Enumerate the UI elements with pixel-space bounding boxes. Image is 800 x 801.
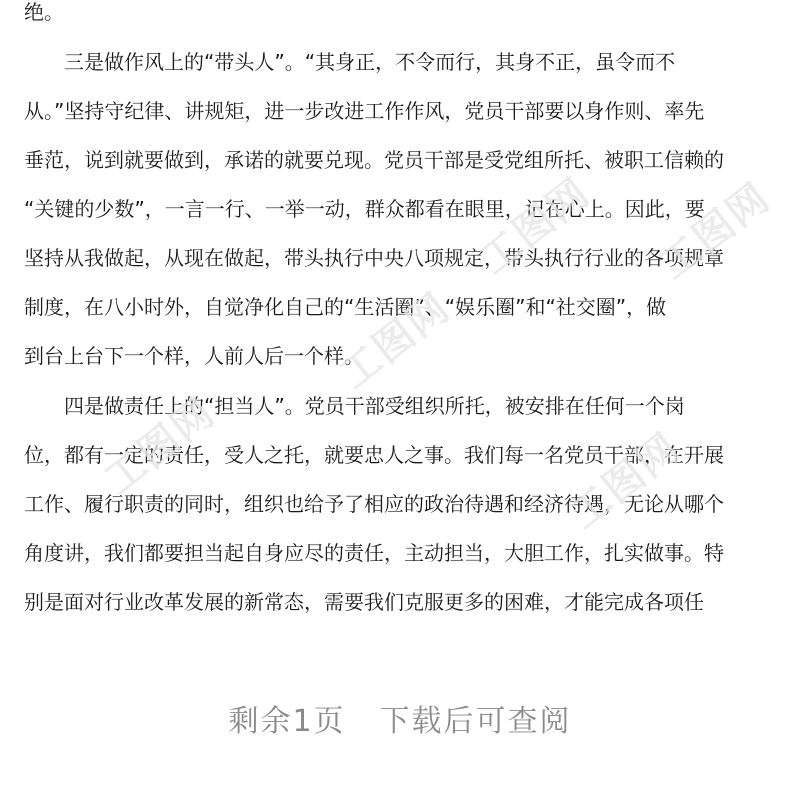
watermark-logo: 工图网: [471, 169, 599, 284]
text-line: 别是面对行业改革发展的新常态，需要我们克服更多的困难，才能完成各项任: [24, 590, 704, 614]
remaining-pages-label: 剩余1页: [228, 704, 346, 739]
text-line: 从。”坚持守纪律、讲规矩，进一步改进工作作风，党员干部要以身作则、率先: [24, 99, 705, 123]
text-line: 位，都有一定的责任，受人之托，就要忠人之事。我们每一名党员干部，在开展: [24, 443, 724, 467]
watermark-logo: 工图网: [651, 174, 779, 289]
download-prompt[interactable]: [0, 700, 800, 744]
watermark-logo: 工图网: [561, 424, 689, 539]
text-line: 角度讲，我们都要担当起自身应尽的责任，主动担当，大胆工作，扎实做事。特: [24, 541, 724, 565]
text-line: 垂范，说到就要做到，承诺的就要兑现。党员干部是受党组所托、被职工信赖的: [24, 148, 724, 172]
paragraph-start-line: 四是做责任上的“担当人”。党员干部受组织所托，被安排在任何一个岗: [64, 394, 685, 418]
text-line: 坚持从我做起，从现在做起，带头执行中央八项规定，带头执行行业的各项规章: [24, 246, 724, 270]
watermark-logo: 工图网: [331, 284, 459, 399]
download-to-view-label[interactable]: 下载后可查阅: [379, 704, 572, 739]
watermark-logo: 工图网: [96, 389, 224, 504]
text-line: 制度，在八小时外，自觉净化自己的“生活圈”、“娱乐圈”和“社交圈”，做: [24, 295, 667, 319]
text-line: “关键的少数”，一言一行、一举一动，群众都看在眼里，记在心上。因此，要: [24, 197, 705, 221]
text-line: 绝。: [24, 0, 64, 24]
text-line: 工作、履行职责的同时，组织也给予了相应的政治待遇和经济待遇，无论从哪个: [24, 492, 724, 516]
paragraph-start-line: 三是做作风上的“带头人”。“其身正，不令而行，其身不正，虽令而不: [64, 50, 676, 74]
text-line: 到台上台下一个样，人前人后一个样。: [24, 344, 364, 368]
